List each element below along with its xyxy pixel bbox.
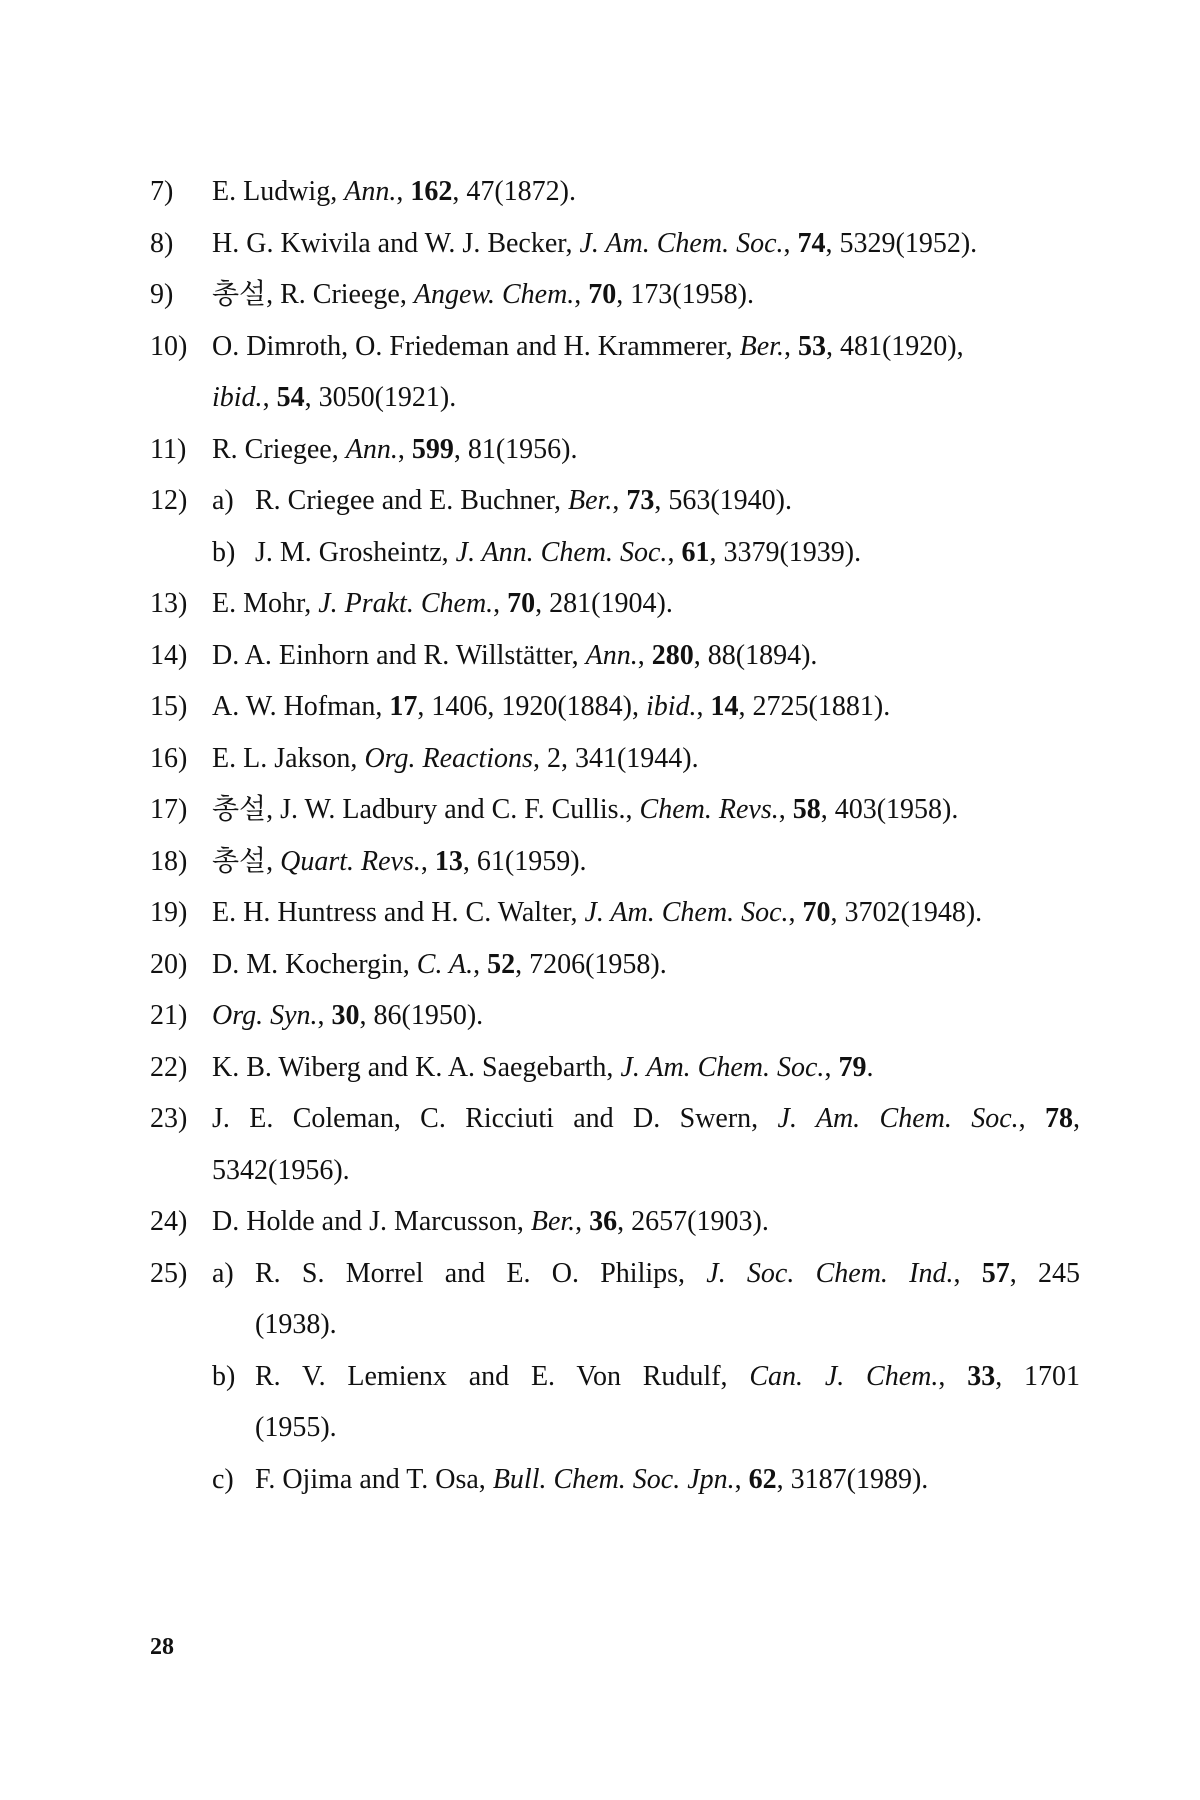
reference-21: 21) Org. Syn., 30, 86(1950). [150, 990, 1080, 1042]
reference-13: 13) E. Mohr, J. Prakt. Chem., 70, 281(1904). [150, 578, 1080, 630]
reference-24: 24) D. Holde and J. Marcusson, Ber., 36, 2657(1903). [150, 1196, 1080, 1248]
reference-text: Org. Syn., 30, 86(1950). [212, 1000, 484, 1031]
reference-8: 8) H. G. Kwivila and W. J. Becker, J. Am. Chem. Soc., 74, 5329(1952). [150, 218, 1080, 270]
reference-list [150, 166, 1080, 1505]
reference-10-continuation: ibid., 54, 3050(1921). [212, 382, 457, 413]
reference-text: E. Ludwig, Ann., 162, 47(1872). [212, 176, 576, 207]
reference-text: O. Dimroth, O. Friedeman and H. Krammerer, Ber., 53, 481(1920), [212, 330, 964, 362]
reference-text: A. W. Hofman, 17, 1406, 1920(1884), ibid., 14, 2725(1881). [212, 691, 891, 722]
reference-12a: 12) a) R. Criegee and E. Buchner, Ber., 73, 563(1940). [150, 475, 1080, 527]
reference-9: 9) 총설, R. Crieege, Angew. Chem., 70, 173(1958). [150, 269, 1080, 321]
reference-text: D. A. Einhorn and R. Willstätter, Ann., 280, 88(1894). [212, 639, 818, 671]
reference-25a: 25) a) R. S. Morrel and E. O. Philips, J. Soc. Chem. Ind., 57, 245 [150, 1248, 1080, 1300]
reference-14: 14) D. A. Einhorn and R. Willstätter, Ann., 280, 88(1894). [150, 630, 1080, 682]
reference-text: 총설, R. Crieege, Angew. Chem., 70, 173(1958). [212, 279, 754, 310]
reference-text: R. S. Morrel and E. O. Philips, J. Soc. Chem. Ind., 57, 245 [255, 1257, 1080, 1289]
reference-text: E. Mohr, J. Prakt. Chem., 70, 281(1904). [212, 588, 673, 619]
reference-text: D. M. Kochergin, C. A., 52, 7206(1958). [212, 948, 667, 980]
reference-20: 20) D. M. Kochergin, C. A., 52, 7206(1958). [150, 939, 1080, 991]
reference-12b: b) J. M. Grosheintz, J. Ann. Chem. Soc., 61, 3379(1939). [150, 527, 1080, 579]
page-number: 28 [150, 1634, 174, 1660]
reference-text: E. H. Huntress and H. C. Walter, J. Am. Chem. Soc., 70, 3702(1948). [212, 897, 983, 928]
reference-text: R. Criegee and E. Buchner, Ber., 73, 563(1940). [255, 485, 792, 516]
reference-17: 17) 총설, J. W. Ladbury and C. F. Cullis., Chem. Revs., 58, 403(1958). [150, 784, 1080, 836]
reference-text: H. G. Kwivila and W. J. Becker, J. Am. Chem. Soc., 74, 5329(1952). [212, 227, 978, 259]
reference-18: 18) 총설, Quart. Revs., 13, 61(1959). [150, 836, 1080, 888]
reference-text: D. Holde and J. Marcusson, Ber., 36, 2657(1903). [212, 1206, 769, 1237]
reference-text: E. L. Jakson, Org. Reactions, 2, 341(1944). [212, 742, 699, 774]
reference-23: 23) J. E. Coleman, C. Ricciuti and D. Swern, J. Am. Chem. Soc., 78, [150, 1093, 1080, 1145]
reference-text: R. V. Lemienx and E. Von Rudulf, Can. J. Chem., 33, 1701 [255, 1360, 1081, 1392]
reference-text: J. E. Coleman, C. Ricciuti and D. Swern, J. Am. Chem. Soc., 78, [212, 1103, 1081, 1134]
reference-25b: b) R. V. Lemienx and E. Von Rudulf, Can. J. Chem., 33, 1701 [150, 1351, 1080, 1403]
reference-25c: c) F. Ojima and T. Osa, Bull. Chem. Soc. Jpn., 62, 3187(1989). [150, 1454, 1080, 1506]
reference-text: 총설, J. W. Ladbury and C. F. Cullis., Chem. Revs., 58, 403(1958). [212, 794, 959, 825]
reference-text: F. Ojima and T. Osa, Bull. Chem. Soc. Jpn., 62, 3187(1989). [255, 1463, 929, 1495]
reference-text: 총설, Quart. Revs., 13, 61(1959). [212, 845, 587, 877]
reference-10: 10) O. Dimroth, O. Friedeman and H. Krammerer, Ber., 53, 481(1920), [150, 321, 1080, 373]
reference-22: 22) K. B. Wiberg and K. A. Saegebarth, J. Am. Chem. Soc., 79. [150, 1042, 1080, 1094]
reference-15: 15) A. W. Hofman, 17, 1406, 1920(1884), ibid., 14, 2725(1881). [150, 681, 1080, 733]
reference-25a-continuation: (1938). [255, 1309, 337, 1340]
reference-11: 11) R. Criegee, Ann., 599, 81(1956). [150, 424, 1080, 476]
reference-text: R. Criegee, Ann., 599, 81(1956). [212, 433, 578, 465]
reference-25b-continuation: (1955). [255, 1412, 337, 1443]
reference-text: K. B. Wiberg and K. A. Saegebarth, J. Am. Chem. Soc., 79. [212, 1051, 874, 1083]
reference-16: 16) E. L. Jakson, Org. Reactions, 2, 341(1944). [150, 733, 1080, 785]
reference-19: 19) E. H. Huntress and H. C. Walter, J. Am. Chem. Soc., 70, 3702(1948). [150, 887, 1080, 939]
reference-text: J. M. Grosheintz, J. Ann. Chem. Soc., 61, 3379(1939). [255, 536, 862, 568]
reference-23-continuation: 5342(1956). [212, 1154, 350, 1186]
reference-7: 7) E. Ludwig, Ann., 162, 47(1872). [150, 166, 1080, 218]
